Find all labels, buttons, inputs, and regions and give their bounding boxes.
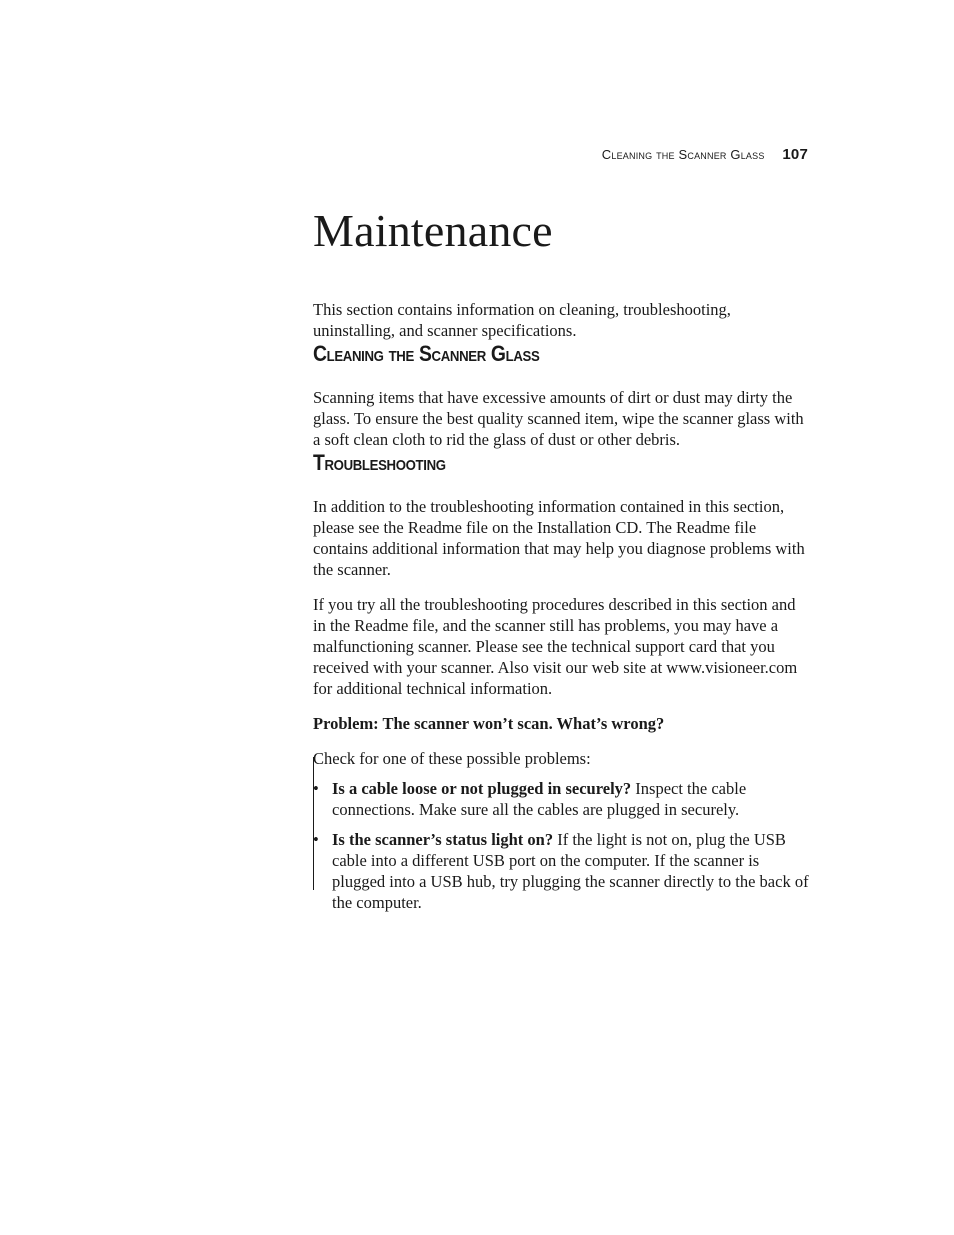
bullet: •	[313, 830, 319, 850]
running-header	[602, 146, 808, 163]
chapter-title: Maintenance	[313, 205, 553, 256]
list-item-text: Inspect the cable connections. Make sure all the cables are plugged in securely.	[332, 779, 747, 820]
check-intro: Check for one of these possible problems:	[313, 749, 591, 769]
section-heading-cleaning: Cleaning the Scanner Glass	[313, 340, 540, 366]
chapter-intro: This section contains information on cleaning, troubleshooting, uninstalling, and scanner specifications.	[313, 299, 731, 340]
cleaning-paragraph: Scanning items that have excessive amounts of dirt or dust may dirty the glass. To ensure the best quality scanned item, wipe the scanner glass with a soft clean cloth to rid the glass of dust or other debris.	[313, 387, 804, 449]
section-heading-troubleshooting: Troubleshooting	[313, 449, 446, 475]
list-item-lead: Is the scanner’s status light on?	[332, 830, 554, 850]
troubleshooting-paragraph-1: In addition to the troubleshooting information contained in this section, please see the Readme file on the Installation CD. The Readme file contains additional information that may help you diagnose problems with the scanner.	[313, 497, 805, 580]
running-title: Cleaning the Scanner Glass	[601, 147, 765, 162]
problem-list	[313, 778, 811, 913]
list-item-lead: Is a cable loose or not plugged in securely?	[332, 779, 632, 799]
page-content	[313, 200, 811, 922]
list-item	[313, 829, 811, 913]
bullet: •	[313, 779, 319, 799]
page-number: 107	[782, 146, 808, 163]
troubleshooting-paragraph-2: If you try all the troubleshooting procedures described in this section and in the Readme file, and the scanner still has problems, you may have a malfunctioning scanner. Please see the technical support card that you received with your scanner. Also visit our web site at www.visioneer.com for additional technical information.	[313, 595, 798, 699]
list-item-text: If the light is not on, plug the USB cable into a different USB port on the computer. If the scanner is plugged into a USB hub, try plugging the scanner directly to the back of the computer.	[332, 830, 809, 913]
problem-statement: Problem: The scanner won’t scan. What’s wrong?	[313, 714, 665, 734]
list-item	[313, 778, 811, 820]
